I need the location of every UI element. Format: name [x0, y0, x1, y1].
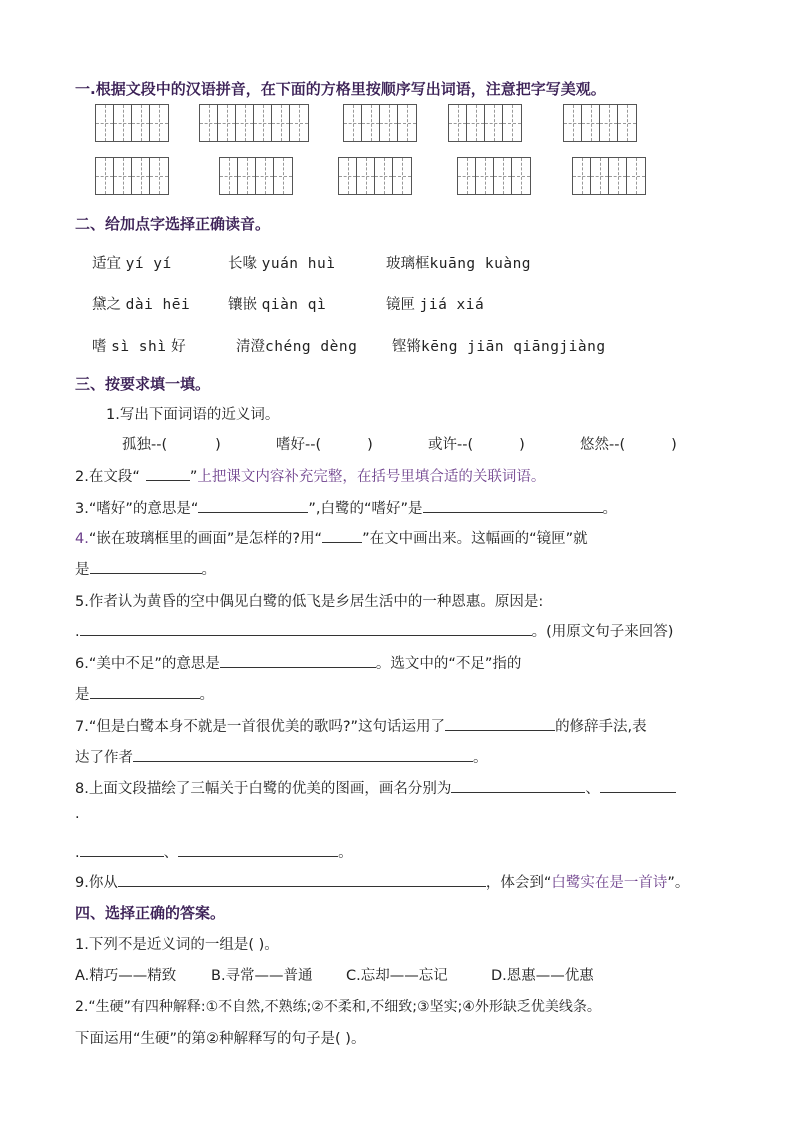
option-a: A.精巧——精致 — [75, 968, 177, 984]
character-grid[interactable] — [199, 104, 309, 142]
pinyin-item: 镶嵌 qiàn qì — [228, 297, 327, 313]
grid-cell[interactable] — [150, 105, 168, 141]
synonym-item: 孤独--( ) — [122, 437, 221, 453]
character-grid[interactable] — [338, 157, 412, 195]
pinyin-item: 长喙 yuán huì — [228, 256, 336, 272]
grid-cell[interactable] — [96, 158, 114, 194]
grid-cell[interactable] — [344, 105, 362, 141]
dot: . — [75, 806, 80, 822]
grid-cell[interactable] — [591, 158, 609, 194]
pinyin-item: 玻璃框kuāng kuàng — [386, 256, 532, 272]
grid-cell[interactable] — [290, 105, 308, 141]
grid-cell[interactable] — [618, 105, 636, 141]
character-grid[interactable] — [448, 104, 522, 142]
grid-cell[interactable] — [503, 105, 521, 141]
character-grid[interactable] — [95, 157, 169, 195]
grid-cell[interactable] — [375, 158, 393, 194]
grid-cell[interactable] — [150, 158, 168, 194]
question-3-9: 9.你从 ，体会到“白鹭实在是一首诗”。 — [75, 871, 689, 892]
grid-cell[interactable] — [476, 158, 494, 194]
question-3-4: 4.“嵌在玻璃框里的画面”是怎样的?用“ ”在文中画出来。这幅画的“镜匣”就 — [75, 527, 588, 548]
grid-cell[interactable] — [467, 105, 485, 141]
question-3-7-cont: 达了作者 。 — [75, 746, 488, 767]
grid-cell[interactable] — [582, 105, 600, 141]
character-grid[interactable] — [457, 157, 531, 195]
character-grid[interactable] — [95, 104, 169, 142]
grid-cell[interactable] — [380, 105, 398, 141]
question-3-1: 1.写出下面词语的近义词。 — [106, 407, 280, 423]
grid-cell[interactable] — [114, 158, 132, 194]
grid-cell[interactable] — [600, 105, 618, 141]
character-grid[interactable] — [563, 104, 637, 142]
option-c: C.忘却——忘记 — [346, 968, 448, 984]
question-3-5-answer: . 。(用原文句子来回答) — [75, 620, 673, 641]
pinyin-item: 镜匣 jiá xiá — [386, 297, 485, 313]
question-4-1: 1.下列不是近义词的一组是( )。 — [75, 937, 279, 953]
grid-cell[interactable] — [458, 158, 476, 194]
section3-heading: 三、按要求填一填。 — [75, 375, 211, 393]
question-3-7: 7.“但是白鹭本身不就是一首很优美的歌吗?”这句话运用了 的修辞手法,表 — [75, 715, 647, 736]
question-4-2-cont: 下面运用“生硬”的第②种解释写的句子是( )。 — [75, 1031, 366, 1047]
pinyin-item: 适宜 yí yí — [92, 256, 172, 272]
pinyin-item: 嗜 sì shì 好 — [92, 339, 186, 355]
question-3-4-cont: 是 。 — [75, 558, 216, 579]
grid-cell[interactable] — [272, 105, 290, 141]
grid-cell[interactable] — [220, 158, 238, 194]
grid-cell[interactable] — [485, 105, 503, 141]
grid-cell[interactable] — [238, 158, 256, 194]
pinyin-item: 黛之 dài hēi — [92, 297, 191, 313]
grid-cell[interactable] — [564, 105, 582, 141]
grid-cell[interactable] — [362, 105, 380, 141]
grid-cell[interactable] — [218, 105, 236, 141]
grid-cell[interactable] — [236, 105, 254, 141]
grid-cell[interactable] — [132, 158, 150, 194]
pinyin-item: 铿锵kēng jiān qiāngjiàng — [392, 339, 606, 355]
character-grid[interactable] — [219, 157, 293, 195]
question-3-6: 6.“美中不足”的意思是 。选文中的“不足”指的 — [75, 652, 521, 673]
grid-cell[interactable] — [573, 158, 591, 194]
question-3-3: 3.“嗜好”的意思是“ ”,白鹭的“嗜好”是 。 — [75, 497, 617, 518]
grid-cell[interactable] — [274, 158, 292, 194]
grid-cell[interactable] — [449, 105, 467, 141]
grid-cell[interactable] — [393, 158, 411, 194]
option-b: B.寻常——普通 — [211, 968, 313, 984]
synonym-item: 嗜好--( ) — [276, 437, 373, 453]
character-grid[interactable] — [343, 104, 417, 142]
grid-cell[interactable] — [512, 158, 530, 194]
grid-cell[interactable] — [200, 105, 218, 141]
character-grid[interactable] — [572, 157, 646, 195]
grid-cell[interactable] — [398, 105, 416, 141]
section2-heading: 二、给加点字选择正确读音。 — [75, 215, 271, 233]
grid-cell[interactable] — [254, 105, 272, 141]
grid-cell[interactable] — [339, 158, 357, 194]
section4-heading: 四、选择正确的答案。 — [75, 904, 226, 922]
synonym-item: 悠然--( ) — [580, 437, 677, 453]
grid-cell[interactable] — [114, 105, 132, 141]
pinyin-item: 清澄chéng dèng — [236, 339, 358, 355]
grid-cell[interactable] — [357, 158, 375, 194]
question-3-2: 2.在文段“ ”上把课文内容补充完整，在括号里填合适的关联词语。 — [75, 465, 545, 486]
option-d: D.恩惠——优惠 — [491, 968, 594, 984]
grid-cell[interactable] — [494, 158, 512, 194]
question-3-5: 5.作者认为黄昏的空中偶见白鹭的低飞是乡居生活中的一种恩惠。原因是: — [75, 594, 544, 610]
question-3-6-cont: 是 。 — [75, 683, 214, 704]
synonym-item: 或许--( ) — [428, 437, 525, 453]
section1-heading: 一.根据文段中的汉语拼音，在下面的方格里按顺序写出词语，注意把字写美观。 — [75, 80, 606, 98]
question-4-2: 2.“生硬”有四种解释:①不自然,不熟练;②不柔和,不细致;③坚实;④外形缺乏优美线条。 — [75, 999, 601, 1015]
grid-cell[interactable] — [96, 105, 114, 141]
grid-cell[interactable] — [132, 105, 150, 141]
grid-cell[interactable] — [627, 158, 645, 194]
question-3-8-cont: . 、 。 — [75, 841, 353, 862]
question-3-8: 8.上面文段描绘了三幅关于白鹭的优美的图画，画名分别为 、 — [75, 777, 676, 798]
grid-cell[interactable] — [256, 158, 274, 194]
grid-cell[interactable] — [609, 158, 627, 194]
